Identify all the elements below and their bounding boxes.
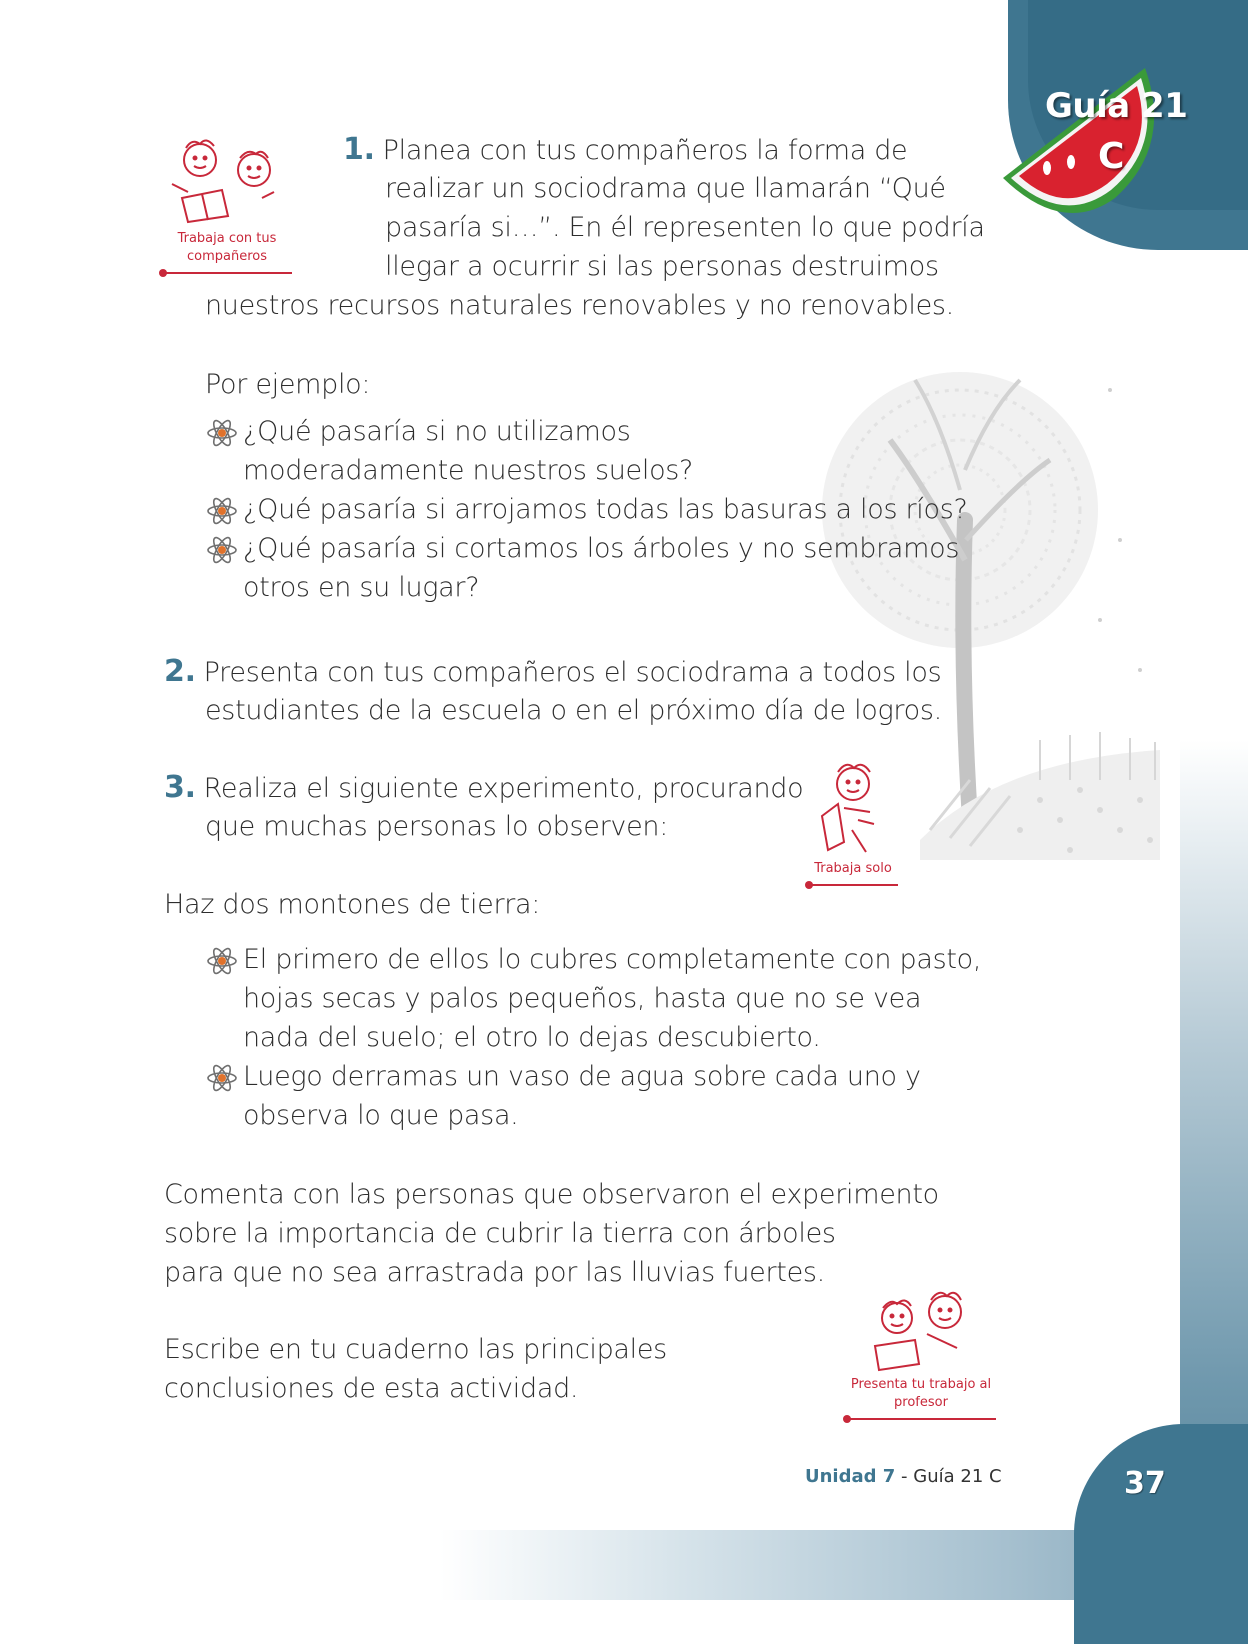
example-bullet-2 xyxy=(205,490,968,529)
experiment-bullet-2-line-2: observa lo que pasa. xyxy=(243,1100,519,1131)
badge-underline xyxy=(846,1418,996,1420)
comment-line-1: Comenta con las personas que observaron el experimento xyxy=(164,1179,939,1210)
footer-unit: Unidad 7 xyxy=(805,1466,896,1487)
badge-present-to-teacher xyxy=(846,1288,996,1420)
badge-underline xyxy=(808,884,898,886)
badge-companions-label: Trabaja con tus compañeros xyxy=(177,231,277,264)
item-3-intro: Haz dos montones de tierra: xyxy=(164,889,541,920)
comment-line-2: sobre la importancia de cubrir la tierra con árboles xyxy=(164,1218,836,1249)
item-2-number: 2. xyxy=(164,654,196,689)
item-1-line-1: Planea con tus compañeros la forma de xyxy=(382,135,908,166)
item-2-line-1: Presenta con tus compañeros el sociodrama a todos los xyxy=(203,657,942,688)
example-bullet-1-line-1: ¿Qué pasaría si no utilizamos xyxy=(243,416,631,447)
experiment-bullet-1-line-3: nada del suelo; el otro lo dejas descubierto. xyxy=(243,1022,821,1053)
two-kids-presenting-icon xyxy=(861,1288,981,1372)
footer-reference xyxy=(805,1466,1002,1487)
atom-bullet-icon xyxy=(205,533,239,567)
kid-writing-icon xyxy=(808,760,898,856)
item-3-line-1: Realiza el siguiente experimento, procurando xyxy=(203,773,804,804)
item-2-line-2: estudiantes de la escuela o en el próximo día de logros. xyxy=(205,695,942,726)
two-kids-reading-icon xyxy=(162,136,292,226)
experiment-bullet-1-line-2: hojas secas y palos pequeños, hasta que no se vea xyxy=(243,983,922,1014)
footer-separator: - xyxy=(895,1466,914,1487)
page-number: 37 xyxy=(1124,1466,1166,1501)
comment-line-3: para que no sea arrastrada por las lluvias fuertes. xyxy=(164,1257,825,1288)
item-1-number: 1. xyxy=(343,132,375,167)
write-line-2: conclusiones de esta actividad. xyxy=(164,1373,579,1404)
atom-bullet-icon xyxy=(205,1061,239,1095)
item-1-line-2: realizar un sociodrama que llamarán “Qué xyxy=(385,173,946,204)
badge-underline xyxy=(162,272,292,274)
watermelon-icon xyxy=(995,50,1165,220)
badge-alone-label: Trabaja solo xyxy=(814,861,892,876)
experiment-bullet-1-line-1: El primero de ellos lo cubres completamente con pasto, xyxy=(243,944,982,975)
page-number-tab xyxy=(1074,1424,1248,1644)
item-1-line-4: llegar a ocurrir si las personas destruimos xyxy=(385,251,939,282)
experiment-bullet-1 xyxy=(205,940,981,1057)
guide-label: Guía 21 xyxy=(1045,86,1188,126)
badge-work-with-companions xyxy=(162,136,292,274)
example-bullet-3 xyxy=(205,529,959,607)
example-bullet-3-line-2: otros en su lugar? xyxy=(243,572,480,603)
atom-bullet-icon xyxy=(205,416,239,450)
write-line-1: Escribe en tu cuaderno las principales xyxy=(164,1334,667,1365)
item-3-line-2: que muchas personas lo observen: xyxy=(205,811,668,842)
example-bullet-1-line-2: moderadamente nuestros suelos? xyxy=(243,455,694,486)
item-2-heading xyxy=(164,652,941,692)
guide-letter: C xyxy=(1098,136,1125,177)
item-1-line-5: nuestros recursos naturales renovables y no renovables. xyxy=(205,290,954,321)
item-1-heading xyxy=(343,130,983,170)
example-bullet-2-line-1: ¿Qué pasaría si arrojamos todas las basuras a los ríos? xyxy=(243,494,968,525)
example-bullet-1 xyxy=(205,412,693,490)
atom-bullet-icon xyxy=(205,944,239,978)
atom-bullet-icon xyxy=(205,494,239,528)
badge-work-alone xyxy=(808,760,898,886)
footer-guide: Guía 21 C xyxy=(913,1466,1002,1487)
item-3-heading xyxy=(164,768,803,808)
example-intro: Por ejemplo: xyxy=(205,369,371,400)
item-1-line-3: pasaría si…”. En él representen lo que podría xyxy=(385,212,985,243)
experiment-bullet-2 xyxy=(205,1057,921,1135)
badge-teacher-label: Presenta tu trabajo al profesor xyxy=(850,1377,992,1410)
item-3-number: 3. xyxy=(164,770,196,805)
experiment-bullet-2-line-1: Luego derramas un vaso de agua sobre cada uno y xyxy=(243,1061,921,1092)
example-bullet-3-line-1: ¿Qué pasaría si cortamos los árboles y no sembramos xyxy=(243,533,960,564)
